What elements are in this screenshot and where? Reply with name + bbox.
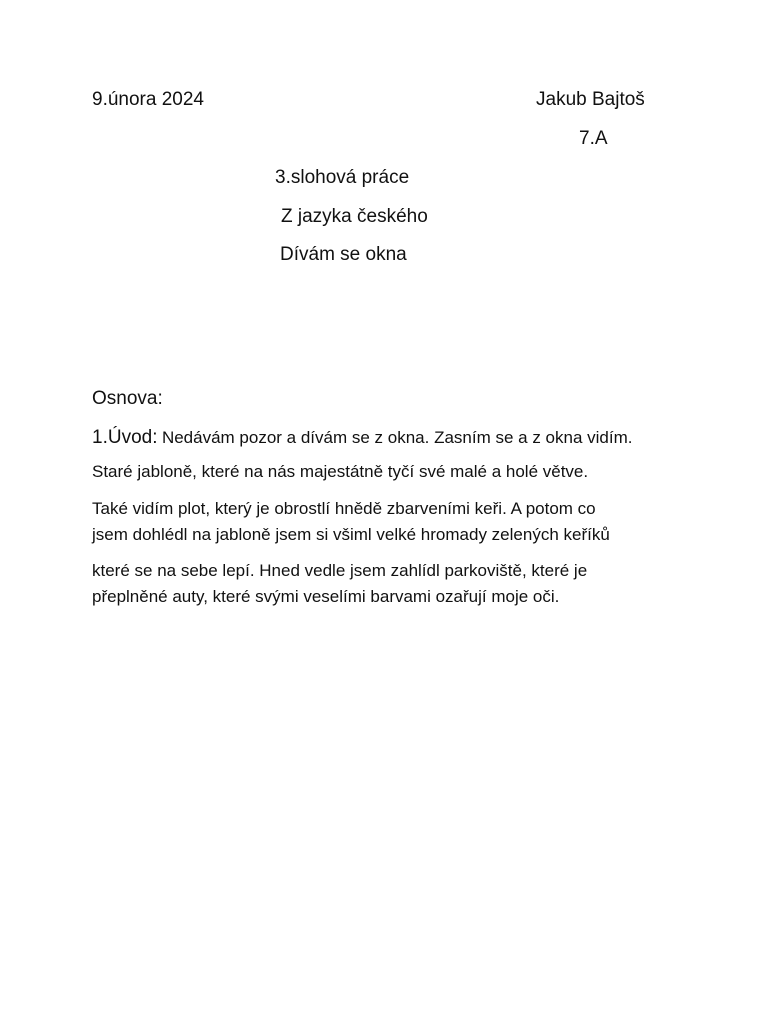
outline-heading: Osnova: — [92, 388, 163, 409]
intro-paragraph — [92, 428, 632, 447]
paragraph-line: přeplněné auty, které svými veselími barvami ozařují moje oči. — [92, 587, 560, 606]
assignment-label: 3.slohová práce — [275, 167, 410, 188]
paragraph-line: které se na sebe lepí. Hned vedle jsem zahlídl parkoviště, které je — [92, 561, 588, 580]
intro-text: Nedávám pozor a dívám se z okna. Zasním se a z okna vidím. — [161, 428, 633, 447]
intro-number: 1.Úvod: — [92, 427, 158, 448]
author-name: Jakub Bajtoš — [536, 89, 645, 110]
paragraph-line: Staré jabloně, které na nás majestátně tyčí své malé a holé větve. — [92, 462, 589, 481]
document-date: 9.února 2024 — [92, 89, 204, 110]
paragraph-line: Také vidím plot, který je obrostlí hnědě zbarveními keři. A potom co — [92, 499, 596, 518]
essay-title: Dívám se okna — [280, 244, 407, 265]
subject-label: Z jazyka českého — [281, 206, 428, 227]
class-label: 7.A — [579, 128, 608, 149]
paragraph-line: jsem dohlédl na jabloně jsem si všiml velké hromady zelených keříků — [92, 525, 610, 544]
